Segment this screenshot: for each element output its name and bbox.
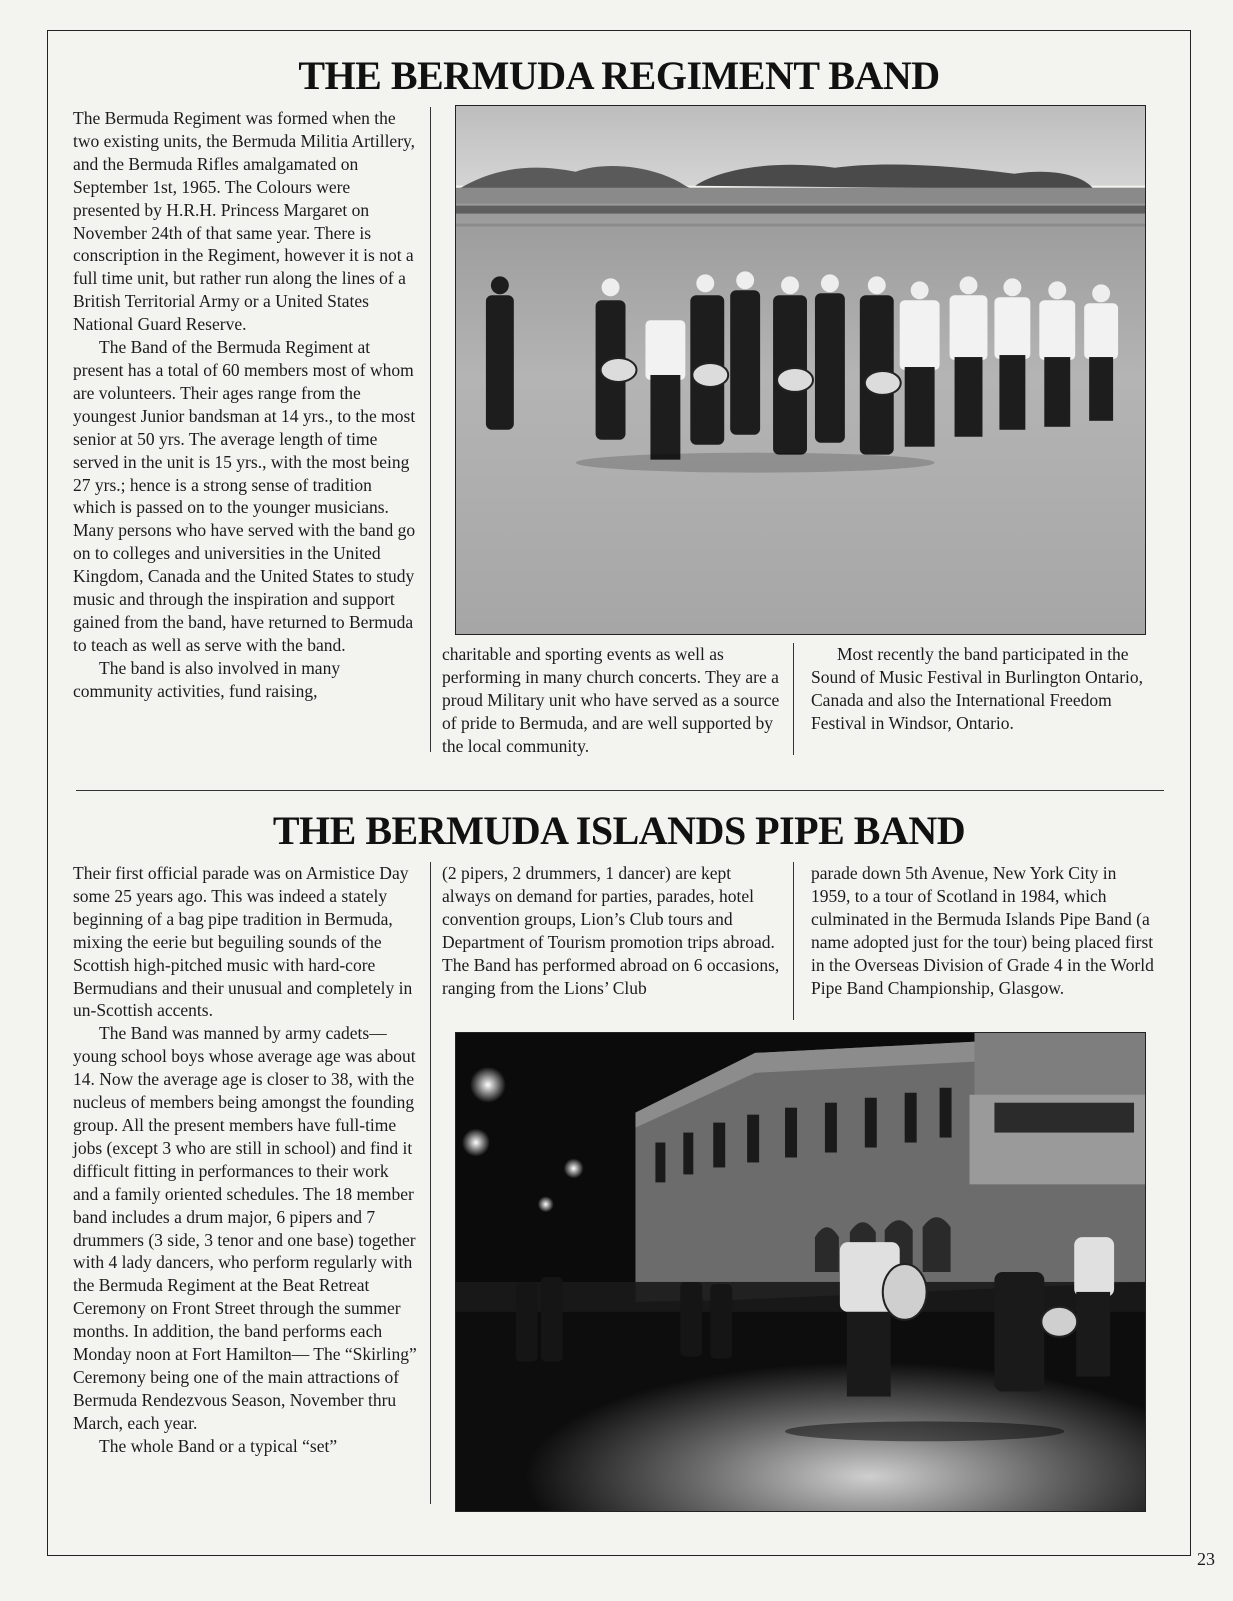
paragraph: The whole Band or a typical “set” — [99, 1435, 338, 1456]
column-divider — [793, 643, 794, 755]
regiment-column-1 — [73, 107, 418, 703]
regiment-column-2 — [442, 643, 782, 758]
paragraph: The Bermuda Regiment was formed when the two existing units, the Bermuda Militia Artillery, and the Bermuda Rifles amalgamated on September 1st, 1965. The Colours were presented by H.R.H. Princess Margaret on November 24th of that same year. There is conscription in the Regiment, however it is not a full time unit, but rather run along the lines of a British Territorial Army or a United States National Guard Reserve. — [73, 108, 416, 335]
section-title-pipe-band: THE BERMUDA ISLANDS PIPE BAND — [272, 808, 966, 853]
paragraph: The Band of the Bermuda Regiment at present has a total of 60 members most of whom are volunteers. Their ages range from the youngest Junior bandsman at 14 yrs., to the most senior at 50 yrs. The average length of time served in the unit is 15 yrs., with the most being 27 yrs.; hence is a strong sense of tradition which is passed on to the younger musicians. Many persons who have served with the band go on to colleges and universities in the United Kingdom, Canada and the United States to study music and through the inspiration and support gained from the band, have returned to Bermuda to teach as well as serve with the band. — [73, 337, 416, 655]
paragraph: Their first official parade was on Armistice Day some 25 years ago. This was indeed a stately beginning of a bag pipe tradition in Bermuda, mixing the eerie but beguiling sounds of the Scottish high-pitched music with hard-core Bermudians and their unusual and completely in un-Scottish accents. — [73, 863, 413, 1021]
section-divider — [76, 790, 1164, 791]
paragraph: The band is also involved in many community activities, fund raising, — [73, 657, 341, 701]
night-parade-image — [456, 1033, 1145, 1511]
marching-band-image — [456, 106, 1145, 634]
column-divider — [430, 862, 431, 1504]
pipe-band-column-2 — [442, 862, 782, 999]
pipe-band-column-1 — [73, 862, 418, 1458]
pipe-band-photo — [455, 1032, 1146, 1512]
regiment-column-3 — [811, 643, 1156, 735]
page-number: 23 — [1197, 1549, 1215, 1569]
pipe-band-column-3 — [811, 862, 1156, 999]
paragraph: parade down 5th Avenue, New York City in 1959, to a tour of Scotland in 1984, which culminated in the Bermuda Islands Pipe Band (a name adopted just for the tour) being placed first in the Overseas Division of Grade 4 in the World Pipe Band Championship, Glasgow. — [811, 863, 1154, 998]
column-divider — [793, 862, 794, 1020]
section-title-regiment-band: THE BERMUDA REGIMENT BAND — [298, 53, 940, 98]
paragraph: charitable and sporting events as well as performing in many church concerts. They are a proud Military unit who have served as a source of pride to Bermuda, and are well supported by the local community. — [442, 644, 780, 756]
regiment-band-photo — [455, 105, 1146, 635]
paragraph: The Band was manned by army cadets— young school boys whose average age was about 14. Now the average age is closer to 38, with the nucleus of members being amongst the founding group. All the present members have full-time jobs (except 3 who are still in school) and find it difficult fitting in performances to their work and a family oriented schedules. The 18 member band includes a drum major, 6 pipers and 7 drummers (3 side, 3 tenor and one base) together with 4 lady dancers, who perform regularly with the Bermuda Regiment at the Beat Retreat Ceremony on Front Street through the summer months. In addition, the band performs each Monday noon at Fort Hamilton— The “Skirling” Ceremony being one of the main attractions of Bermuda Rendezvous Season, November thru March, each year. — [73, 1023, 417, 1433]
paragraph: Most recently the band participated in the Sound of Music Festival in Burlington Ontario, Canada and also the International Freedom Festival in Windsor, Ontario. — [811, 644, 1144, 733]
column-divider — [430, 107, 431, 752]
paragraph: (2 pipers, 2 drummers, 1 dancer) are kept always on demand for parties, parades, hotel convention groups, Lion’s Club tours and Department of Tourism promotion trips abroad. The Band has performed abroad on 6 occasions, ranging from the Lions’ Club — [442, 863, 780, 998]
